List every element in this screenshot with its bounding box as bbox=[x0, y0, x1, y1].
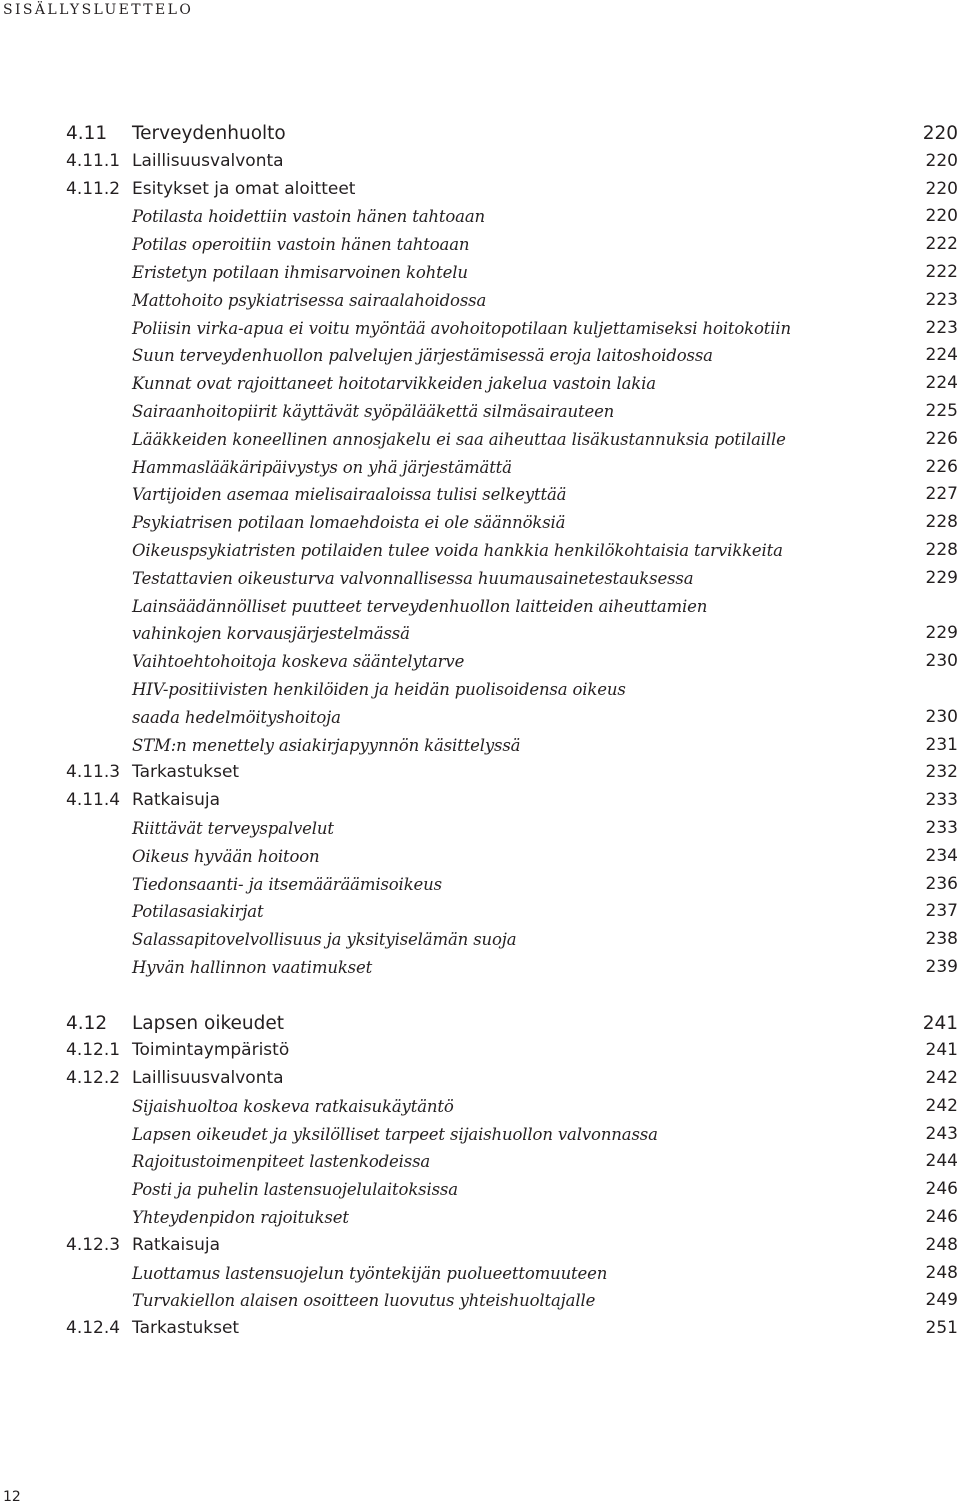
toc-page-number: 229 bbox=[925, 567, 958, 588]
page-number: 12 bbox=[3, 1489, 21, 1505]
toc-page-number: 248 bbox=[925, 1234, 958, 1255]
toc-page-number: 222 bbox=[925, 261, 958, 282]
toc-title: Vartijoiden asemaa mielisairaaloissa tulisi selkeyttää bbox=[132, 485, 567, 505]
toc-title: Esitykset ja omat aloitteet bbox=[132, 178, 356, 199]
toc-title: Oikeus hyvään hoitoon bbox=[132, 846, 320, 866]
toc-page-number: 246 bbox=[925, 1179, 958, 1200]
toc-page-number: 220 bbox=[925, 206, 958, 227]
toc-entry[interactable] bbox=[66, 843, 958, 871]
toc-title: Lapsen oikeudet ja yksilölliset tarpeet sijaishuollon valvonnassa bbox=[132, 1124, 658, 1144]
toc-entry[interactable] bbox=[66, 370, 958, 398]
toc-title: Laillisuusvalvonta bbox=[132, 150, 284, 171]
toc-title: Lääkkeiden koneellinen annosjakelu ei saa aiheuttaa lisäkustannuksia potilaille bbox=[132, 429, 786, 449]
toc-title: Kunnat ovat rajoittaneet hoitotarvikkeiden jakelua vastoin lakia bbox=[132, 374, 656, 394]
toc-subsection[interactable] bbox=[66, 1065, 958, 1093]
toc-page-number: 231 bbox=[925, 734, 958, 755]
toc-entry[interactable] bbox=[66, 593, 958, 621]
toc-entry[interactable] bbox=[66, 454, 958, 482]
toc-entry[interactable] bbox=[66, 1121, 958, 1149]
toc-page-number: 241 bbox=[925, 1040, 958, 1061]
toc-entry[interactable] bbox=[66, 871, 958, 899]
toc-page-number: 251 bbox=[925, 1318, 958, 1339]
toc-title: Potilas operoitiin vastoin hänen tahtoaan bbox=[132, 235, 470, 255]
toc-page-number: 229 bbox=[925, 623, 958, 644]
toc-title: Turvakiellon alaisen osoitteen luovutus yhteishuoltajalle bbox=[132, 1291, 596, 1311]
toc-number: 4.12.1 bbox=[66, 1040, 121, 1061]
toc-page-number: 234 bbox=[925, 845, 958, 866]
toc-entry[interactable] bbox=[66, 648, 958, 676]
toc-entry[interactable] bbox=[66, 954, 958, 982]
toc-entry[interactable] bbox=[66, 1260, 958, 1288]
toc-page-number: 230 bbox=[925, 651, 958, 672]
toc-entry[interactable] bbox=[66, 1204, 958, 1232]
toc-page-number: 220 bbox=[925, 150, 958, 171]
toc-page-number: 225 bbox=[925, 400, 958, 421]
toc-entry[interactable] bbox=[66, 481, 958, 509]
toc-entry[interactable] bbox=[66, 231, 958, 259]
toc-title: Lainsäädännölliset puutteet terveydenhuollon laitteiden aiheuttamien bbox=[132, 596, 708, 616]
toc-entry[interactable] bbox=[66, 620, 958, 648]
toc-entry[interactable] bbox=[66, 259, 958, 287]
toc-page-number: 228 bbox=[925, 539, 958, 560]
toc-subsection[interactable] bbox=[66, 1232, 958, 1260]
toc-entry[interactable] bbox=[66, 315, 958, 343]
toc-entry[interactable] bbox=[66, 203, 958, 231]
toc-title: Hammaslääkäripäivystys on yhä järjestämättä bbox=[132, 457, 512, 477]
toc-section[interactable] bbox=[66, 120, 958, 148]
toc-number: 4.11 bbox=[66, 123, 108, 144]
toc-entry[interactable] bbox=[66, 537, 958, 565]
running-header: SISÄLLYSLUETTELO bbox=[3, 2, 194, 18]
toc-subsection[interactable] bbox=[66, 176, 958, 204]
toc-title: Psykiatrisen potilaan lomaehdoista ei ole säännöksiä bbox=[132, 513, 566, 533]
toc-number: 4.12.4 bbox=[66, 1318, 121, 1339]
toc-page-number: 220 bbox=[925, 178, 958, 199]
toc-title: Eristetyn potilaan ihmisarvoinen kohtelu bbox=[132, 262, 468, 282]
toc-page-number: 238 bbox=[925, 929, 958, 950]
toc-subsection[interactable] bbox=[66, 1037, 958, 1065]
toc-page-number: 241 bbox=[922, 1012, 958, 1034]
toc-page-number: 226 bbox=[925, 428, 958, 449]
toc-page-number: 224 bbox=[925, 373, 958, 394]
toc-title: Tarkastukset bbox=[132, 762, 240, 783]
toc-number: 4.12.3 bbox=[66, 1234, 121, 1255]
toc-number: 4.11.3 bbox=[66, 762, 121, 783]
toc-entry[interactable] bbox=[66, 815, 958, 843]
toc-entry[interactable] bbox=[66, 398, 958, 426]
toc-title: Poliisin virka-apua ei voitu myöntää avohoitopotilaan kuljettamiseksi hoitokotiin bbox=[132, 318, 791, 338]
toc-entry[interactable] bbox=[66, 732, 958, 760]
toc-page-number: 246 bbox=[925, 1207, 958, 1228]
toc-title: Suun terveydenhuollon palvelujen järjestämisessä eroja laitoshoidossa bbox=[132, 346, 713, 366]
table-of-contents bbox=[66, 120, 958, 1343]
toc-entry[interactable] bbox=[66, 509, 958, 537]
toc-subsection[interactable] bbox=[66, 787, 958, 815]
toc-title: Salassapitovelvollisuus ja yksityiselämän suoja bbox=[132, 930, 517, 950]
toc-title: Laillisuusvalvonta bbox=[132, 1068, 284, 1089]
toc-number: 4.12 bbox=[66, 1012, 108, 1034]
toc-title: Lapsen oikeudet bbox=[132, 1012, 285, 1034]
toc-title: Potilasasiakirjat bbox=[132, 902, 264, 922]
toc-entry[interactable] bbox=[66, 1093, 958, 1121]
toc-title: Sairaanhoitopiirit käyttävät syöpälääkettä silmäsairauteen bbox=[132, 401, 615, 421]
toc-page-number: 248 bbox=[925, 1262, 958, 1283]
section-spacer bbox=[66, 982, 958, 1010]
toc-title: STM:n menettely asiakirjapyynnön käsittelyssä bbox=[132, 735, 521, 755]
toc-page-number: 224 bbox=[925, 345, 958, 366]
toc-number: 4.11.4 bbox=[66, 790, 121, 811]
toc-page-number: 243 bbox=[925, 1123, 958, 1144]
toc-page-number: 228 bbox=[925, 512, 958, 533]
toc-title: Riittävät terveyspalvelut bbox=[132, 818, 334, 838]
toc-page-number: 226 bbox=[925, 456, 958, 477]
toc-page-number: 237 bbox=[925, 901, 958, 922]
toc-title: Luottamus lastensuojelun työntekijän puolueettomuuteen bbox=[132, 1263, 608, 1283]
toc-entry[interactable] bbox=[66, 676, 958, 704]
toc-page-number: 242 bbox=[925, 1068, 958, 1089]
toc-page-number: 222 bbox=[925, 234, 958, 255]
toc-title: Tarkastukset bbox=[132, 1318, 240, 1339]
toc-page-number: 249 bbox=[925, 1290, 958, 1311]
toc-entry[interactable] bbox=[66, 898, 958, 926]
toc-title: Mattohoito psykiatrisessa sairaalahoidossa bbox=[132, 290, 487, 310]
toc-page-number: 239 bbox=[925, 956, 958, 977]
toc-page-number: 227 bbox=[925, 484, 958, 505]
toc-title: Potilasta hoidettiin vastoin hänen tahtoaan bbox=[132, 207, 485, 227]
toc-title: Ratkaisuja bbox=[132, 1234, 220, 1255]
toc-title: Tiedonsaanti- ja itsemääräämisoikeus bbox=[132, 874, 442, 894]
toc-title: HIV-positiivisten henkilöiden ja heidän puolisoidensa oikeus bbox=[132, 679, 626, 699]
toc-subsection[interactable] bbox=[66, 148, 958, 176]
toc-title: saada hedelmöityshoitoja bbox=[132, 707, 341, 727]
toc-page-number: 230 bbox=[925, 706, 958, 727]
toc-title: vahinkojen korvausjärjestelmässä bbox=[132, 624, 410, 644]
toc-page-number: 220 bbox=[922, 123, 958, 144]
toc-entry[interactable] bbox=[66, 342, 958, 370]
toc-entry[interactable] bbox=[66, 1148, 958, 1176]
toc-page-number: 223 bbox=[925, 289, 958, 310]
toc-entry[interactable] bbox=[66, 426, 958, 454]
toc-title: Sijaishuoltoa koskeva ratkaisukäytäntö bbox=[132, 1096, 454, 1116]
toc-number: 4.11.2 bbox=[66, 178, 121, 199]
toc-title: Ratkaisuja bbox=[132, 790, 220, 811]
toc-page-number: 223 bbox=[925, 317, 958, 338]
toc-subsection[interactable] bbox=[66, 1315, 958, 1343]
toc-entry[interactable] bbox=[66, 565, 958, 593]
toc-page-number: 233 bbox=[925, 790, 958, 811]
toc-title: Hyvän hallinnon vaatimukset bbox=[132, 957, 373, 977]
toc-section[interactable] bbox=[66, 1010, 958, 1038]
toc-title: Yhteydenpidon rajoitukset bbox=[132, 1208, 349, 1228]
toc-entry[interactable] bbox=[66, 1287, 958, 1315]
toc-number: 4.12.2 bbox=[66, 1068, 121, 1089]
toc-entry[interactable] bbox=[66, 1176, 958, 1204]
toc-page-number: 236 bbox=[925, 873, 958, 894]
toc-number: 4.11.1 bbox=[66, 150, 121, 171]
toc-title: Testattavien oikeusturva valvonnallisessa huumausainetestauksessa bbox=[132, 568, 694, 588]
toc-title: Vaihtoehtohoitoja koskeva sääntelytarve bbox=[132, 652, 465, 672]
toc-title: Posti ja puhelin lastensuojelulaitoksissa bbox=[132, 1180, 458, 1200]
toc-title: Toimintaympäristö bbox=[132, 1040, 290, 1061]
toc-entry[interactable] bbox=[66, 704, 958, 732]
toc-page-number: 244 bbox=[925, 1151, 958, 1172]
toc-page-number: 233 bbox=[925, 817, 958, 838]
toc-entry[interactable] bbox=[66, 926, 958, 954]
toc-title: Rajoitustoimenpiteet lastenkodeissa bbox=[132, 1152, 431, 1172]
toc-title: Terveydenhuolto bbox=[132, 123, 286, 144]
toc-page-number: 242 bbox=[925, 1095, 958, 1116]
toc-title: Oikeuspsykiatristen potilaiden tulee voida hankkia henkilökohtaisia tarvikkeita bbox=[132, 540, 783, 560]
toc-entry[interactable] bbox=[66, 287, 958, 315]
toc-subsection[interactable] bbox=[66, 759, 958, 787]
toc-page-number: 232 bbox=[925, 762, 958, 783]
